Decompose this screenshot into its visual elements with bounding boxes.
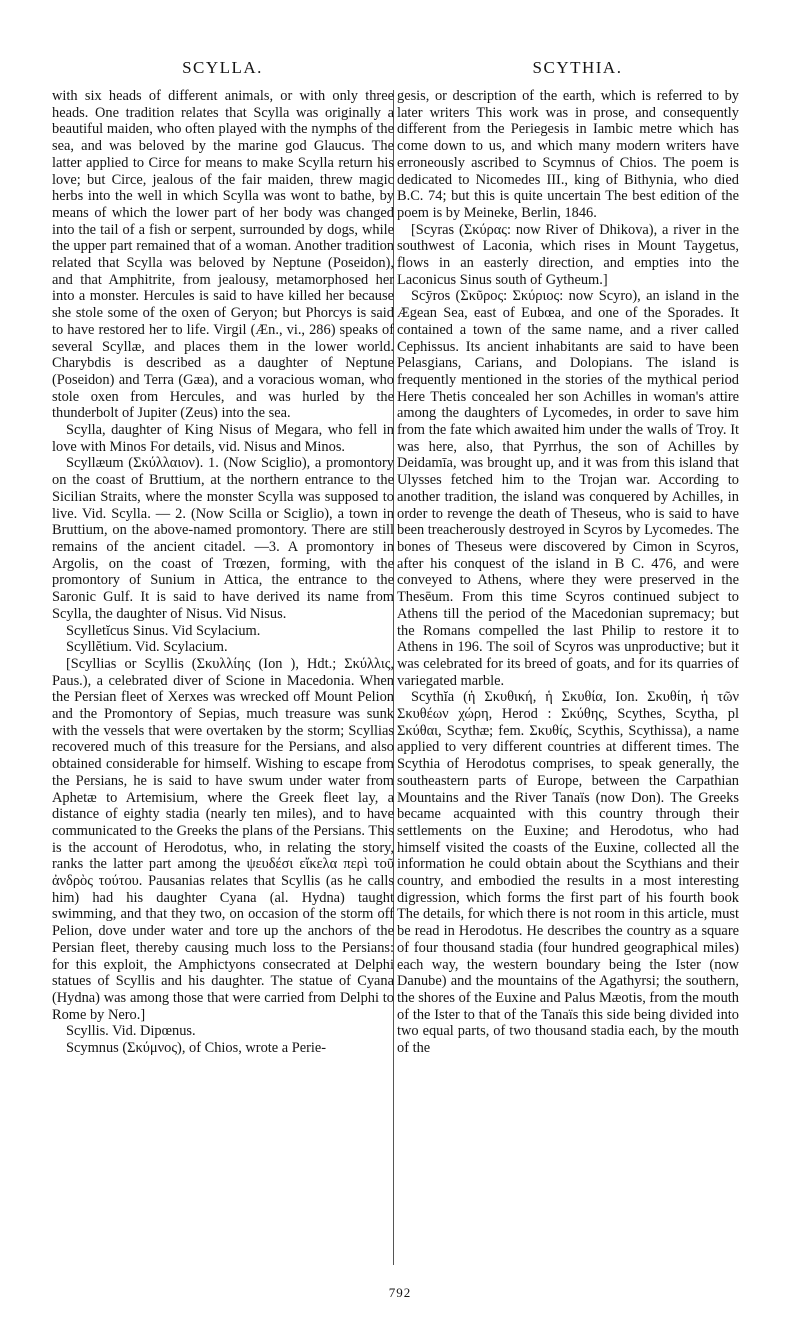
entry-paragraph: Scyllis. Vid. Dipœnus. (66, 1023, 196, 1040)
entry-paragraph: gesis, or description of the earth, which is referred to by later writers This work was in prose, and consequently different from the Periegesis in Iambic metre which has come down to us, and which many modern writers have erroneously ascribed to Scymnus of Chios. The poem is dedicated to Nicomedes III., king of Bithynia, who died B.C. 74; but this is quite uncertain The best edition of the poem is by Meineke, Berlin, 1846. (397, 88, 739, 221)
entry-paragraph: [Scyllias or Scyllis (Σκυλλίης (Ion ), Hdt.; Σκύλλις, Paus.), a celebrated diver of Scione in Macedonia. When the Persian fleet of Xerxes was wrecked off Mount Pelion and the Promontory of Sepias, much treasure was sunk with the vessels that were overtaken by the storm; Scyllias recovered much of this treasure for the Persians, and also obtained considerable for himself. Wishing to escape from the Persians, he is said to have swum under water from Aphetæ to Artemisium, where the Greek fleet lay, a distance of eighty stadia (nearly ten miles), and to have communicated to the Greeks the plans of the Persians. This is the account of Herodotus, who, in relating the story, ranks the latter part among the ψευδέσι εἴκελα περὶ τοῦ ἀνδρὸς τούτου. Pausanias relates that Scyllis (as he calls him) had his daughter Cyana (al. Hydna) taught swimming, and that they two, on occasion of the storm off Pelion, dove under water and tore up the anchors of the Persian fleet, thereby causing much loss to the Persians: for this exploit, the Amphictyons consecrated at Delphi statues of Scyllis and his daughter. The statue of Cyana (Hydna) was among those that were carried from Delphi to Rome by Nero.] (52, 655, 394, 1023)
running-header (50, 58, 750, 80)
entry-paragraph: with six heads of different animals, or with only three heads. One tradition relates that Scylla was originally a beautiful maiden, who often played with the nymphs of the sea, and was beloved by the marine god Glaucus. The latter applied to Circe for means to make Scylla return his love; but Circe, jealous of the fair maiden, threw magic herbs into the well in which Scylla was wont to bathe, by means of which the lower part of her body was changed into the tail of a fish or serpent, surrounded by dogs, while the upper part remained that of a woman. Another tradition related that Scylla was beloved by Neptune (Poseidon), and that Amphitrite, from jealousy, metamorphosed her into a monster. Hercules is said to have killed her because she stole some of the oxen of Geryon; but Phorcys is said to have restored her to life. Virgil (Æn., vi., 286) speaks of several Scyllæ, and places them in the lower world. Charybdis is described as a daughter of Neptune (Poseidon) and Terra (Gæa), and a voracious woman, who stole oxen from Hercules, and was hurled by the thunderbolt of Jupiter (Zeus) into the sea. (52, 88, 394, 422)
entry-paragraph: Scyllĕtium. Vid. Scylacium. (66, 639, 228, 656)
entry-paragraph: Scȳros (Σκῦρος: Σκύριος: now Scyro), an island in the Ægean Sea, east of Eubœa, and one of the Sporades. It contained a town of the same name, and a river called Cephissus. Its ancient inhabitants are said to have been Pelasgians, Carians, and Dolopians. The island is frequently mentioned in the stories of the mythical period Here Thetis concealed her son Achilles in woman's attire among the daughters of Lycomedes, in order to save him from the fate which awaited him under the walls of Troy. It was here, also, that Pyrrhus, the son of Achilles by Deidamīa, was brought up, and it was from this island that Ulysses fetched him to the Trojan war. According to another tradition, the island was conquered by Achilles, in order to revenge the death of Theseus, who is said to have been treacherously destroyed in Scyros by Lycomedes. The bones of Theseus were discovered by Cimon in Scyros, after his conquest of the island in B C. 476, and were conveyed to Athens, where they were preserved in the Thesēum. From this time Scyros continued subject to Athens till the period of the Macedonian supremacy; but the Romans compelled the last Philip to restore it to Athens in 196. The soil of Scyros was unproductive; but it was celebrated for its breed of goats, and for its quarries of variegated marble. (397, 288, 739, 689)
entry-paragraph: Scyllæum (Σκύλλαιον). 1. (Now Sciglio), a promontory on the coast of Bruttium, at the northern entrance to the Sicilian Straits, where the monster Scylla was supposed to live. Vid. Scylla. — 2. (Now Scilla or Sciglio), a town in Bruttium, on the above-named promontory. There are still remains of the ancient citadel. —3. A promontory in Argolis, on the coast of Trœzen, forming, with the promontory of Sunium in Attica, the entrance to the Saronic Gulf. It is said to have derived its name from Scylla, the daughter of Nisus. Vid Nisus. (52, 455, 394, 622)
header-left: SCYLLA. (182, 58, 263, 77)
entry-paragraph: Scymnus (Σκύμνος), of Chios, wrote a Perie- (66, 1040, 327, 1057)
entry-paragraph: Scylla, daughter of King Nisus of Megara, who fell in love with Minos For details, vid. Nisus and Minos. (52, 422, 394, 455)
header-right: SCYTHIA. (532, 58, 623, 77)
entry-paragraph: Scylletĭcus Sinus. Vid Scylacium. (66, 622, 261, 639)
entry-paragraph: [Scyras (Σκύρας: now River of Dhikova), a river in the southwest of Laconia, which rises in Mount Taygetus, flows in an easterly direction, and empties into the Laconicus Sinus south of Gytheum.] (397, 221, 739, 288)
entry-paragraph: Scythĭa (ἡ Σκυθική, ἡ Σκυθία, Ion. Σκυθίη, ἡ τῶν Σκυθέων χώρη, Herod : Σκύθης, Scythes, Scytha, pl Σκύθαι, Scythæ; fem. Σκυθίς, Scythis, Scythissa), a name applied to very different countries at different times. The Scythia of Herodotus comprises, to speak generally, the southeastern parts of Europe, between the Carpathian Mountains and the River Tanaïs (now Don). The Greeks became acquainted with this country through their settlements on the Euxine; and Herodotus, who had himself visited the coasts of the Euxine, collected all the information he could obtain about the Scythians and their country, and embodied the results in a most interesting digression, which forms the first part of his fourth book The details, for which there is not room in this article, must be read in Herodotus. He describes the country as a square of four thousand stadia (four hundred geographical miles) each way, the western boundary being the Ister (now Danube) and the mountains of the Agathyrsi; the southern, the shores of the Euxine and Palus Mæotis, from the mouth of the Ister to that of the Tanaïs this side being divided into two equal parts, of two thousand stadia each, by the mouth of the (397, 689, 739, 1057)
page-number: 792 (388, 1285, 412, 1300)
left-column (52, 88, 394, 1278)
right-column (397, 88, 739, 1278)
